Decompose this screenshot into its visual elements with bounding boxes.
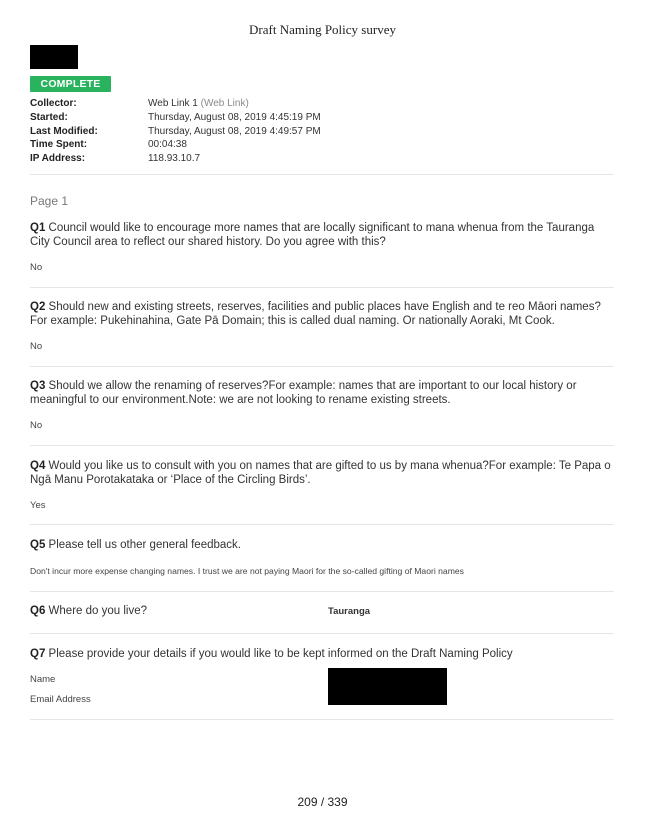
page-label: Page 1 bbox=[30, 194, 69, 208]
question-text: Where do you live? bbox=[48, 605, 147, 617]
question-number: Q6 bbox=[30, 605, 46, 617]
question-number: Q5 bbox=[30, 539, 46, 551]
question-number: Q3 bbox=[30, 380, 46, 392]
field-label-name: Name bbox=[30, 674, 56, 685]
meta-value: Thursday, August 08, 2019 4:49:57 PM bbox=[148, 125, 321, 137]
question-3 bbox=[30, 379, 614, 407]
status-badge: COMPLETE bbox=[30, 76, 111, 92]
divider bbox=[30, 524, 614, 525]
question-text: Please tell us other general feedback. bbox=[48, 539, 241, 551]
answer-5: Don't incur more expense changing names. I trust we are not paying Maori for the so-called gifting of Maori names bbox=[30, 566, 464, 576]
question-6 bbox=[30, 604, 310, 618]
question-number: Q4 bbox=[30, 460, 46, 472]
divider bbox=[30, 287, 614, 288]
redacted-contact-details bbox=[328, 668, 447, 705]
question-1 bbox=[30, 221, 614, 249]
answer-6: Tauranga bbox=[328, 606, 371, 617]
meta-value: 118.93.10.7 bbox=[148, 153, 201, 165]
meta-row-last-modified bbox=[30, 125, 321, 139]
meta-label: Started: bbox=[30, 111, 68, 123]
question-number: Q1 bbox=[30, 222, 46, 234]
meta-value-suffix: (Web Link) bbox=[197, 98, 249, 109]
question-text: Should we allow the renaming of reserves?For example: names that are important to our local history or meaningful to our environment.Note: we are not looking to rename existing streets. bbox=[30, 380, 577, 406]
question-number: Q2 bbox=[30, 301, 46, 313]
question-text: Please provide your details if you would like to be kept informed on the Draft Naming Policy bbox=[48, 648, 513, 660]
divider bbox=[30, 445, 614, 446]
answer-2: No bbox=[30, 341, 43, 352]
divider bbox=[30, 366, 614, 367]
meta-row-ip-address bbox=[30, 152, 321, 166]
meta-row-started bbox=[30, 111, 321, 125]
page-number: 209 / 339 bbox=[297, 795, 348, 809]
question-2 bbox=[30, 300, 614, 328]
divider bbox=[30, 633, 614, 634]
document-title: Draft Naming Policy survey bbox=[249, 22, 396, 37]
question-7 bbox=[30, 647, 614, 661]
question-4 bbox=[30, 459, 614, 487]
divider bbox=[30, 591, 614, 592]
divider bbox=[30, 174, 614, 175]
question-5 bbox=[30, 538, 614, 552]
divider bbox=[30, 719, 614, 720]
meta-label: Time Spent: bbox=[30, 139, 88, 151]
field-label-email: Email Address bbox=[30, 694, 91, 705]
answer-1: No bbox=[30, 262, 43, 273]
meta-value: 00:04:38 bbox=[148, 139, 187, 151]
question-text: Council would like to encourage more names that are locally significant to mana whenua from the Tauranga City Council area to reflect our shared history. Do you agree with this? bbox=[30, 222, 595, 248]
meta-value: Thursday, August 08, 2019 4:45:19 PM bbox=[148, 111, 321, 123]
meta-value: Web Link 1 (Web Link) bbox=[148, 98, 249, 109]
answer-3: No bbox=[30, 420, 43, 431]
meta-row-collector bbox=[30, 97, 321, 111]
meta-label: Collector: bbox=[30, 98, 77, 109]
meta-label: IP Address: bbox=[30, 153, 86, 165]
meta-row-time-spent bbox=[30, 138, 321, 152]
redacted-logo bbox=[30, 45, 78, 69]
question-text: Would you like us to consult with you on names that are gifted to us by mana whenua?For example: Te Papa o Ngā Manu Porotakataka or ‘Place of the Circling Birds’. bbox=[30, 460, 611, 486]
question-number: Q7 bbox=[30, 648, 46, 660]
response-metadata bbox=[30, 97, 321, 166]
answer-4: Yes bbox=[30, 500, 46, 511]
question-text: Should new and existing streets, reserves, facilities and public places have English and te reo Māori names?For example: Pukehinahina, Gate Pā Domain; this is called dual naming. Or nationally Aoraki, Mt Cook. bbox=[30, 301, 601, 327]
meta-label: Last Modified: bbox=[30, 125, 98, 137]
